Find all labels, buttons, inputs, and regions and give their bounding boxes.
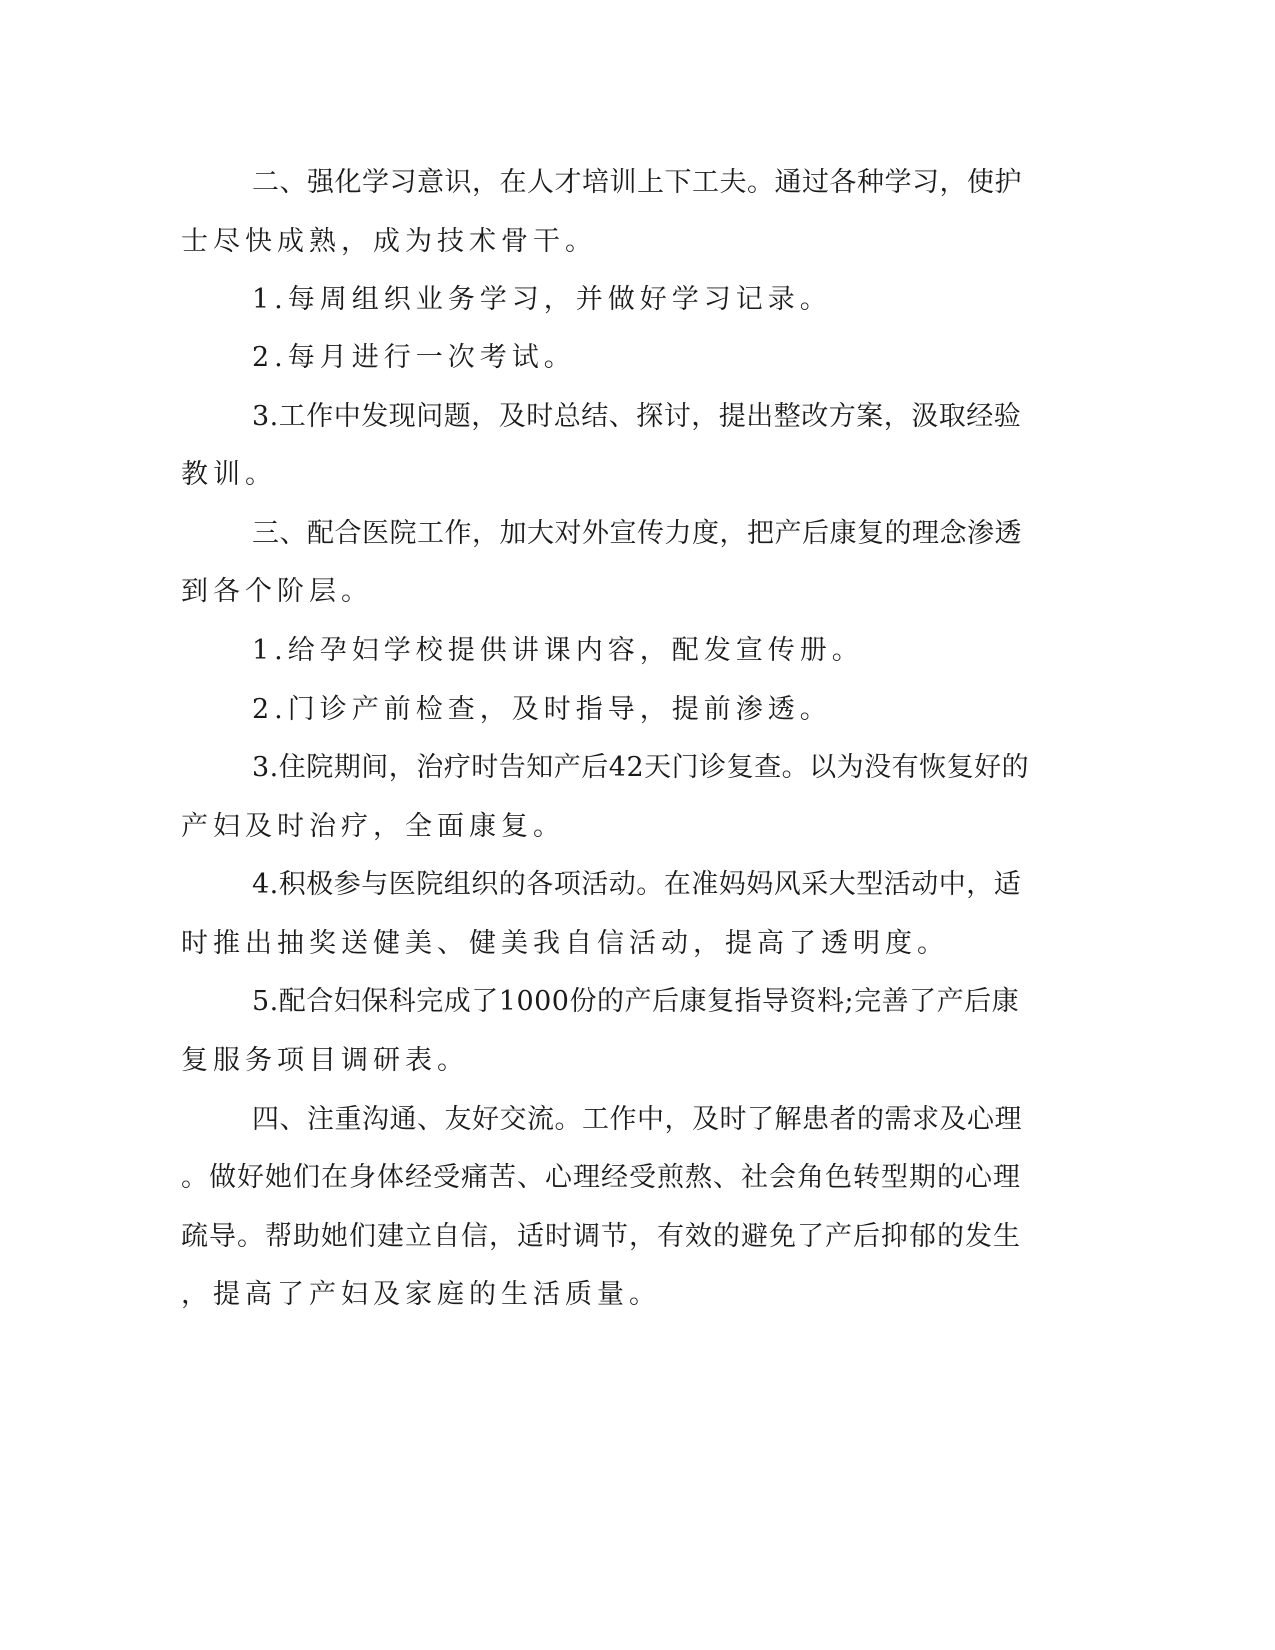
paragraph-line: 复服务项目调研表。 — [181, 1045, 469, 1076]
paragraph-line: 1.给孕妇学校提供讲课内容，配发宣传册。 — [252, 635, 864, 666]
paragraph-line: 教训。 — [181, 459, 277, 490]
paragraph-line: 三、配合医院工作，加大对外宣传力度，把产后康复的理念渗透 — [252, 518, 1022, 549]
paragraph-line: 到各个阶层。 — [181, 576, 373, 607]
paragraph-line: 四、注重沟通、友好交流。工作中，及时了解患者的需求及心理 — [252, 1104, 1022, 1135]
paragraph-line: 产妇及时治疗，全面康复。 — [181, 811, 565, 842]
paragraph-line: 3.工作中发现问题，及时总结、探讨，提出整改方案，汲取经验 — [252, 401, 1022, 432]
paragraph-line: 2.门诊产前检查，及时指导，提前渗透。 — [252, 694, 832, 725]
paragraph-line: 5.配合妇保科完成了1000份的产后康复指导资料;完善了产后康 — [252, 986, 1020, 1017]
paragraph-line: 2.每月进行一次考试。 — [252, 342, 576, 373]
paragraph-line: 疏导。帮助她们建立自信，适时调节，有效的避免了产后抑郁的发生 — [181, 1221, 1021, 1252]
paragraph-line: 。做好她们在身体经受痛苦、心理经受煎熬、社会角色转型期的心理 — [181, 1162, 1021, 1193]
paragraph-line: ，提高了产妇及家庭的生活质量。 — [181, 1279, 661, 1310]
paragraph-line: 1.每周组织业务学习，并做好学习记录。 — [252, 284, 832, 315]
paragraph-line: 士尽快成熟，成为技术骨干。 — [181, 226, 597, 257]
paragraph-line: 二、强化学习意识，在人才培训上下工夫。通过各种学习，使护 — [252, 167, 1022, 198]
paragraph-line: 3.住院期间，治疗时告知产后42天门诊复查。以为没有恢复好的 — [252, 752, 1030, 783]
paragraph-line: 时推出抽奖送健美、健美我自信活动，提高了透明度。 — [181, 928, 949, 959]
paragraph-line: 4.积极参与医院组织的各项活动。在准妈妈风采大型活动中，适 — [252, 869, 1022, 900]
